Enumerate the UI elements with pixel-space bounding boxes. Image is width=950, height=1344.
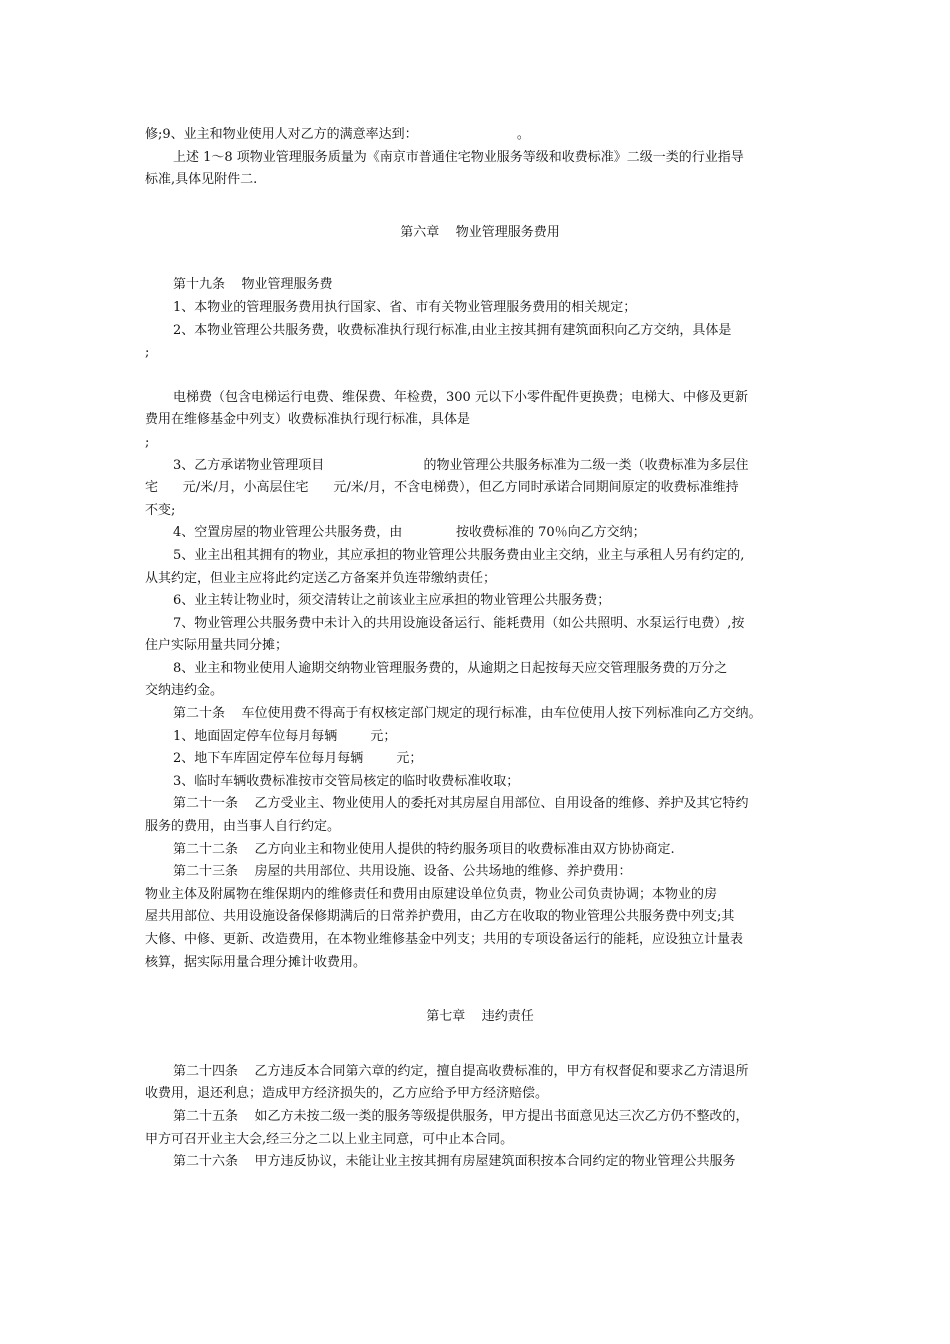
text-line: 从其约定，但业主应将此约定送乙方备案并负连带缴纳责任； [145,570,497,586]
text-line: 大修、中修、更新、改造费用，在本物业维修基金中列支；共用的专项设备运行的能耗，应设独立计量表 [145,932,744,947]
chapter-6-title: 第六章 物业管理服务费用 [400,224,560,240]
text-line: 3、临时车辆收费标准按市交管局核定的临时收费标准收取； [173,773,520,789]
text-line: 2、本物业管理公共服务费，收费标准执行现行标准,由业主按其拥有建筑面积向乙方交纳，具体是 [173,322,732,338]
text-line: 修;9、业主和物业使用人对乙方的满意率达到： 。 [145,127,530,142]
text-line: 6、业主转让物业时，须交清转让之前该业主应承担的物业管理公共服务费； [173,593,611,609]
text-line: 物业主体及附属物在维保期内的维修责任和费用由原建设单位负责，物业公司负责协调；本物业的房 [145,886,718,902]
text-line: 不变; [145,502,176,518]
article-20-line: 第二十条 车位使用费不得高于有权核定部门规定的现行标准，由车位使用人按下列标准向乙方交纳。 [173,706,762,722]
text-line: 交纳违约金。 [145,683,224,699]
chapter-7-title: 第七章 违约责任 [426,1009,534,1025]
text-line: 上述 1～8 项物业管理服务质量为《南京市普通住宅物业服务等级和收费标准》二级一类的行业指导 [173,149,744,165]
text-line: 服务的费用，由当事人自行约定。 [145,819,341,835]
text-line: 住户实际用量共同分摊； [145,638,289,654]
text-line: 8、业主和物业使用人逾期交纳物业管理服务费的，从逾期之日起按每天应交管理服务费的万分之 [173,660,728,676]
article-22-line: 第二十二条 乙方向业主和物业使用人提供的特约服务项目的收费标准由双方协协商定. [173,841,675,857]
text-line: 7、物业管理公共服务费中未计入的共用设施设备运行、能耗费用（如公共照明、水泵运行电费）,按 [173,615,745,631]
document-page [145,124,815,1174]
text-line: ; [145,345,150,361]
text-line: 1、本物业的管理服务费用执行国家、省、市有关物业管理服务费用的相关规定； [173,299,637,315]
text-line: 核算，据实际用量合理分摊计收费用。 [145,954,367,970]
text-line: 宅 元/米/月，小高层住宅 元/米/月，不含电梯费），但乙方同时承诺合同期间原定的收费标准维持 [145,480,739,496]
text-line: 1、地面固定停车位每月每辆 元； [173,728,397,744]
text-line: ; [145,434,150,450]
text-line: 2、地下车库固定停车位每月每辆 元； [173,751,423,767]
text-line: 标准,具体见附件二. [145,172,258,188]
text-line: 电梯费（包含电梯运行电费、维保费、年检费，300 元以下小零件配件更换费；电梯大、中修及更新 [173,389,748,405]
article-26-line: 第二十六条 甲方违反协议，未能让业主按其拥有房屋建筑面积按本合同约定的物业管理公共服务 [173,1154,736,1170]
text-line: 甲方可召开业主大会,经三分之二以上业主同意，可中止本合同。 [145,1131,514,1147]
text-line: 5、业主出租其拥有的物业，其应承担的物业管理公共服务费由业主交纳，业主与承租人另有约定的, [173,547,745,563]
article-24-line: 第二十四条 乙方违反本合同第六章的约定，擅自提高收费标准的，甲方有权督促和要求乙方清退所 [173,1063,749,1079]
article-25-line: 第二十五条 如乙方未按二级一类的服务等级提供服务，甲方提出书面意见达三次乙方仍不整改的， [173,1108,749,1124]
text-line: 费用在维修基金中列支）收费标准执行现行标准，具体是 [145,412,471,428]
text-line: 3、乙方承诺物业管理项目 的物业管理公共服务标准为二级一类（收费标准为多层住 [173,457,749,473]
article-23-line: 第二十三条 房屋的共用部位、共用设施、设备、公共场地的维修、养护费用： [173,864,632,880]
text-line: 屋共用部位、共用设施设备保修期满后的日常养护费用，由乙方在收取的物业管理公共服务费中列支;其 [145,909,735,925]
text-line: 收费用，退还利息；造成甲方经济损失的，乙方应给予甲方经济赔偿。 [145,1086,549,1102]
article-21-line: 第二十一条 乙方受业主、物业使用人的委托对其房屋自用部位、自用设备的维修、养护及其它特约 [173,796,749,812]
text-line: 4、空置房屋的物业管理公共服务费，由 按收费标准的 70％向乙方交纳； [173,525,646,541]
article-19-heading: 第十九条 物业管理服务费 [173,277,333,293]
